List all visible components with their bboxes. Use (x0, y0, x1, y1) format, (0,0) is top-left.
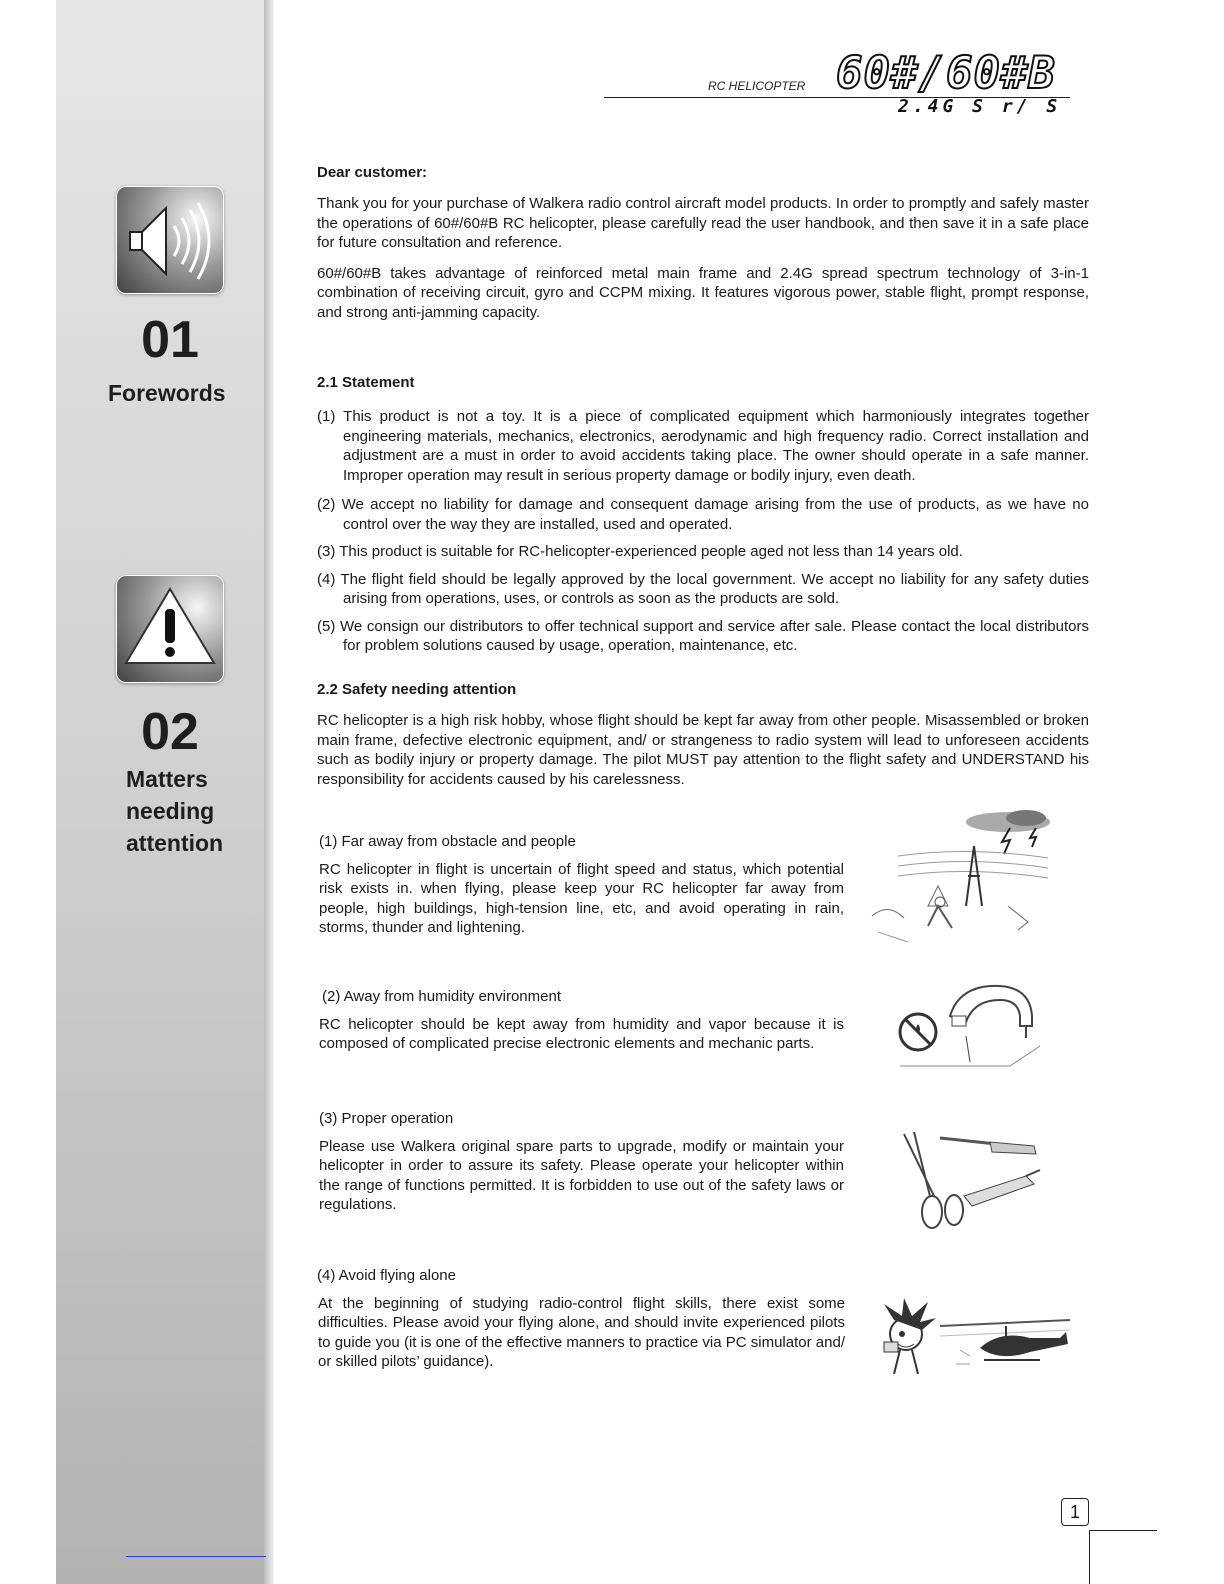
safety-item-1 (319, 832, 844, 938)
safety-item-4 (317, 1266, 845, 1372)
statement-heading: 2.1 Statement (317, 374, 415, 391)
safety-item-title: (3) Proper operation (319, 1110, 454, 1127)
safety-intro: RC helicopter is a high risk hobby, whose flight should be kept far away from other people. Misassembled or broken main frame, defective electronic equipment, and/ or strangeness to radio system will lead to unforeseen accidents such as bodily injury or property damage. The pilot MUST pay attention to the flight safety and UNDERSTAND his responsibility for accidents caused by his carelessness. (317, 712, 1089, 788)
header-subtitle: 2.4G S r/ S (898, 96, 1062, 117)
sidebar-edge (264, 0, 274, 1584)
safety-item-text: At the beginning of studying radio-control flight skills, there exist some difficulties. Please avoid your flying alone, and should invite experienced pilots to guide you (it is one of the effective manners to practice via PC simulator and/ or skilled pilots’ guidance). (318, 1294, 845, 1370)
page-number: 1 (1061, 1498, 1089, 1526)
header-label: RC HELICOPTER (708, 79, 806, 93)
sidebar-link-line (126, 1556, 266, 1557)
warning-icon (116, 575, 224, 683)
tools-illustration (894, 1126, 1044, 1241)
safety-item-text: RC helicopter in flight is uncertain of flight speed and status, which potential risk exists in. when flying, please keep your RC helicopter far away from people, high buildings, high-tension line, etc, and avoid operating in rain, storms, thunder and lightening. (319, 860, 844, 936)
safety-section (317, 681, 1089, 789)
speaker-icon (116, 186, 224, 294)
page-corner-line (1089, 1530, 1157, 1531)
safety-item-text: Please use Walkera original spare parts to upgrade, modify or maintain your helicopter in order to assure its safety. Please operate your helicopter within the range of functions permitted. It is forbidden to use out of the safety laws or regulations. (319, 1137, 844, 1213)
statement-item: (5) We consign our distributors to offer technical support and service after sale. Please contact the local distributors for problem solutions caused by usage, operation, maintenance, etc. (317, 617, 1089, 654)
section-title-line-2: needing (126, 798, 215, 824)
intro-paragraph: Thank you for your purchase of Walkera radio control aircraft model products. In order to promptly and safely master the operations of 60#/60#B RC helicopter, please carefully read the user handbook, and then save it in a safe place for future consultation and reference. (317, 195, 1089, 251)
safety-item-title: (2) Away from humidity environment (322, 988, 561, 1005)
section-title-line-3: attention (126, 830, 224, 856)
intro-section (317, 164, 1089, 322)
safety-item-title: (4) Avoid flying alone (317, 1267, 456, 1284)
statement-section (317, 374, 1089, 656)
safety-item-2 (319, 987, 844, 1054)
page-corner-line (1089, 1530, 1090, 1584)
safety-item-text: RC helicopter should be kept away from humidity and vapor because it is composed of complicated precise electronic elements and mechanic parts. (319, 1015, 844, 1052)
storm-obstacle-illustration (868, 806, 1058, 961)
statement-item: (1) This product is not a toy. It is a piece of complicated equipment which harmoniously integrates together engineering materials, mechanics, electronics, aerodynamic and high frequency radio. Correct installation and adjustment are a must in order to avoid accidents taking place. The owner should operate in a safe manner. Improper operation may result in serious property damage or bodily injury, even death. (317, 408, 1089, 484)
safety-heading: 2.2 Safety needing attention (317, 681, 517, 698)
section-number-02: 02 (141, 703, 199, 761)
safety-item-title: (1) Far away from obstacle and people (319, 833, 576, 850)
greeting: Dear customer: (317, 164, 428, 181)
safety-item-3 (319, 1109, 844, 1215)
section-number-01: 01 (141, 311, 199, 369)
statement-item: (3) This product is suitable for RC-helicopter-experienced people aged not less than 14 years old. (317, 543, 963, 560)
faucet-no-water-illustration (890, 966, 1050, 1091)
intro-paragraph: 60#/60#B takes advantage of reinforced metal main frame and 2.4G spread spectrum technology of 3-in-1 combination of receiving circuit, gyro and CCPM mixing. It features vigorous power, stable flight, prompt response, and strong anti-jamming capacity. (317, 264, 1089, 321)
pilot-helicopter-illustration (870, 1290, 1084, 1395)
section-title-line-1: Matters (126, 766, 208, 792)
statement-item: (4) The flight field should be legally approved by the local government. We accept no liability for any safety duties arising from operations, uses, or controls as soon as the products are sold. (317, 570, 1089, 607)
statement-item: (2) We accept no liability for damage and consequent damage arising from the use of products, as we have no control over the way they are installed, used and operated. (317, 496, 1089, 533)
header-model-logo: 60#/60#B (836, 48, 1056, 99)
section-title-forewords: Forewords (108, 380, 226, 406)
